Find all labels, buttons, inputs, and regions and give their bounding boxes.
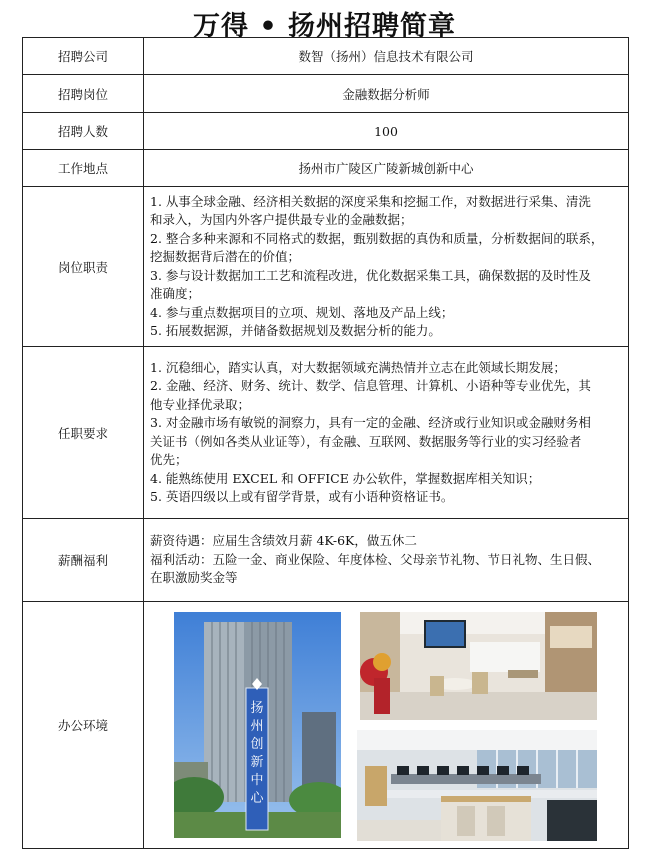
value-position: 金融数据分析师 xyxy=(144,75,629,113)
requirement-line: 他专业择优录取； xyxy=(150,396,251,412)
page-title: 万得 • 扬州招聘简章 xyxy=(192,11,457,42)
requirement-line: 1. 沉稳细心，踏实认真，对大数据领域充满热情并立志在此领域长期发展； xyxy=(150,359,566,375)
building-photo xyxy=(174,612,341,838)
label-location: 工作地点 xyxy=(23,150,144,187)
value-duties xyxy=(144,187,629,347)
value-location: 扬州市广陵区广陵新城创新中心 xyxy=(144,150,629,187)
row-location xyxy=(23,150,629,187)
value-office xyxy=(144,602,629,849)
requirement-line: 3. 对金融市场有敏锐的洞察力，具有一定的金融、经济或行业知识或金融财务相 xyxy=(150,415,591,430)
building-sign-char: 创 xyxy=(250,737,264,752)
benefit-line: 在职激励奖金等 xyxy=(150,570,238,586)
building-sign-char: 扬 xyxy=(250,701,264,716)
requirement-line: 4. 能熟练使用 EXCEL 和 OFFICE 办公软件，掌握数据库相关知识； xyxy=(150,470,541,486)
row-requirements xyxy=(23,347,629,519)
duty-line: 准确度； xyxy=(150,286,201,301)
row-headcount xyxy=(23,113,629,150)
duty-line: 2. 整合多种来源和不同格式的数据，甄别数据的真伪和质量，分析数据间的联系， xyxy=(150,230,604,246)
value-headcount: 100 xyxy=(144,113,629,150)
duty-line: 5. 拓展数据源，并储备数据规划及数据分析的能力。 xyxy=(150,323,441,338)
office-photos xyxy=(144,602,628,848)
row-office xyxy=(23,602,629,849)
building-sign-char: 中 xyxy=(250,773,264,788)
requirement-line: 5. 英语四级以上或有留学背景，或有小语种资格证书。 xyxy=(150,489,454,504)
building-sign-char: 心 xyxy=(250,791,264,806)
row-company xyxy=(23,38,629,75)
requirement-line: 2. 金融、经济、财务、统计、数学、信息管理、计算机、小语种等专业优先，其 xyxy=(150,378,591,393)
label-office: 办公环境 xyxy=(23,602,144,849)
benefit-line: 薪资待遇：应届生含绩效月薪 4K-6K，做五休二 xyxy=(150,533,417,549)
building-sign-char: 州 xyxy=(250,719,264,734)
label-headcount: 招聘人数 xyxy=(23,113,144,150)
label-duties: 岗位职责 xyxy=(23,187,144,347)
workspace-photo xyxy=(357,730,597,841)
recruitment-table xyxy=(22,37,629,849)
label-benefits: 薪酬福利 xyxy=(23,519,144,602)
label-company: 招聘公司 xyxy=(23,38,144,75)
lounge-photo xyxy=(360,612,597,720)
value-company: 数智（扬州）信息技术有限公司 xyxy=(144,38,629,75)
duty-line: 4. 参与重点数据项目的立项、规划、落地及产品上线； xyxy=(150,304,454,320)
requirement-line: 优先； xyxy=(150,452,188,467)
requirement-line: 关证书（例如各类从业证等），有金融、互联网、数据服务等行业的实习经验者 xyxy=(150,433,582,449)
value-requirements xyxy=(144,347,629,519)
label-requirements: 任职要求 xyxy=(23,347,144,519)
value-benefits xyxy=(144,519,629,602)
building-sign-char: 新 xyxy=(250,755,264,770)
label-position: 招聘岗位 xyxy=(23,75,144,113)
duty-line: 1. 从事全球金融、经济相关数据的深度采集和挖掘工作，对数据进行采集、清洗 xyxy=(150,193,591,209)
row-position xyxy=(23,75,629,113)
benefit-line: 福利活动：五险一金、商业保险、年度体检、父母亲节礼物、节日礼物、生日假、 xyxy=(150,551,601,567)
row-benefits xyxy=(23,519,629,602)
duty-line: 和录入，为国内外客户提供最专业的金融数据； xyxy=(150,212,413,227)
duty-line: 挖掘数据背后潜在的价值； xyxy=(150,249,301,264)
row-duties xyxy=(23,187,629,347)
duty-line: 3. 参与设计数据加工工艺和流程改进，优化数据采集工具，确保数据的及时性及 xyxy=(150,267,591,283)
